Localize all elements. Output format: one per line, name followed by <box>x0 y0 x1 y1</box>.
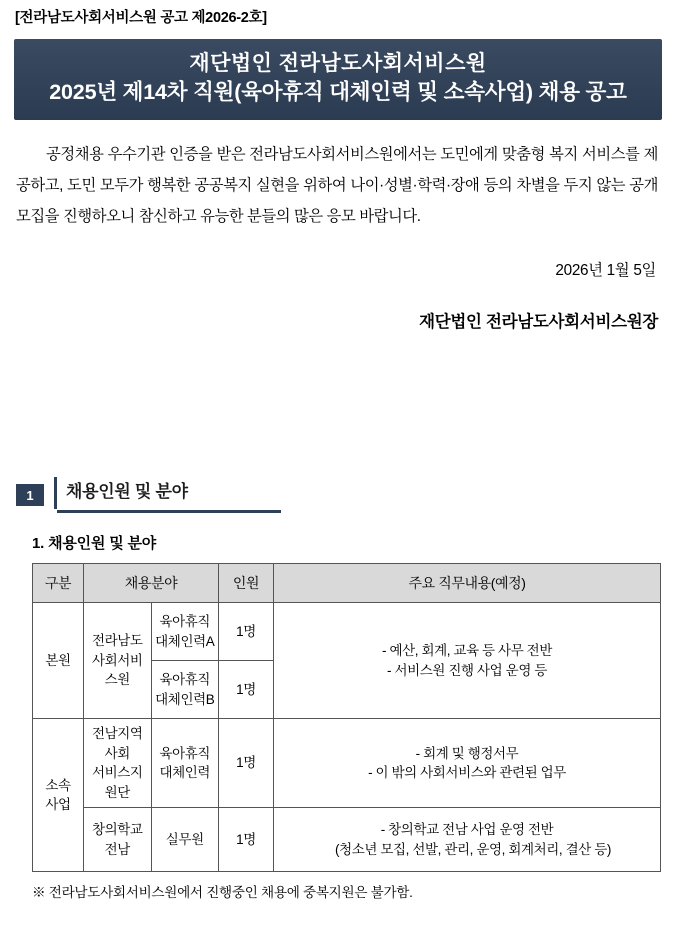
table-header-row <box>33 564 661 603</box>
section-header <box>14 477 662 509</box>
cell-gubun-headquarters: 본원 <box>33 603 84 719</box>
cell-subfield-support-line1: 육아휴직 <box>159 745 211 761</box>
intro-paragraph: 공정채용 우수기관 인증을 받은 전라남도사회서비스원에서는 도민에게 맞춤형 복지 서비스를 제공하고, 도민 모두가 행복한 공공복지 실현을 위하여 나이·성별·학력·장애 등의 차별을 두지 않는 공개모집을 진행하오니 참신하고 유능한 분들의 많은 응모 바랍니다. <box>16 146 658 225</box>
sub-heading: 1. 채용인원 및 분야 <box>32 535 157 553</box>
title-banner <box>14 39 662 120</box>
cell-field-main-line1: 전라남도 <box>91 633 143 649</box>
header-field: 채용분야 <box>84 564 219 603</box>
cell-field-support <box>84 719 152 808</box>
cell-duty-main <box>274 603 661 719</box>
table-note: ※ 전라남도사회서비스원에서 진행중인 채용에 중복지원은 불가함. <box>32 885 413 901</box>
cell-count-a: 1명 <box>219 603 274 661</box>
recruit-table <box>32 563 661 872</box>
cell-duty-school <box>274 808 661 872</box>
cell-subfield-a <box>151 603 219 661</box>
cell-field-main <box>84 603 152 719</box>
cell-duty-support-line1: - 회계 및 행정서무 <box>415 745 519 761</box>
section-number: 1 <box>16 484 44 506</box>
cell-subfield-b-line2: 대체인력B <box>155 691 215 707</box>
section-title-wrap <box>54 477 188 509</box>
cell-field-support-line2: 서비스지원단 <box>91 765 143 800</box>
cell-subfield-a-line1: 육아휴직 <box>159 614 211 630</box>
table-row <box>33 808 661 872</box>
cell-duty-support <box>274 719 661 808</box>
cell-duty-support-line2: - 이 밖의 사회서비스와 관련된 업무 <box>368 765 566 781</box>
cell-count-school: 1명 <box>219 808 274 872</box>
cell-gubun-affiliated-line2: 사업 <box>45 797 71 813</box>
signature: 재단법인 전라남도사회서비스원장 <box>419 313 658 332</box>
cell-duty-main-line2: - 서비스원 진행 사업 운영 등 <box>387 662 547 678</box>
cell-field-support-line1: 전남지역사회 <box>91 726 143 761</box>
cell-count-b: 1명 <box>219 661 274 719</box>
cell-subfield-b <box>151 661 219 719</box>
section-title: 채용인원 및 분야 <box>66 482 188 502</box>
table-row <box>33 719 661 808</box>
cell-duty-school-line1: - 창의학교 전남 사업 운영 전반 <box>380 822 554 838</box>
cell-duty-main-line1: - 예산, 회계, 교육 등 사무 전반 <box>382 643 552 659</box>
cell-subfield-b-line1: 육아휴직 <box>159 672 211 688</box>
section-underline <box>57 510 281 513</box>
cell-duty-school-line2: (청소년 모집, 선발, 관리, 운영, 회계처리, 결산 등) <box>335 841 611 857</box>
cell-subfield-a-line2: 대체인력A <box>155 633 215 649</box>
cell-gubun-affiliated <box>33 719 84 872</box>
title-line-2: 2025년 제14차 직원(육아휴직 대체인력 및 소속사업) 채용 공고 <box>49 80 627 105</box>
header-count: 인원 <box>219 564 274 603</box>
header-gubun: 구분 <box>33 564 84 603</box>
cell-field-school: 창의학교 전남 <box>84 808 152 872</box>
title-line-1: 재단법인 전라남도사회서비스원 <box>189 52 487 75</box>
cell-subfield-school: 실무원 <box>151 808 219 872</box>
cell-gubun-affiliated-line1: 소속 <box>45 777 71 793</box>
header-duty: 주요 직무내용(예정) <box>274 564 661 603</box>
cell-field-main-line2: 사회서비스원 <box>91 652 143 688</box>
cell-subfield-support <box>151 719 219 808</box>
table-row <box>33 603 661 661</box>
issue-date: 2026년 1월 5일 <box>555 262 656 280</box>
cell-count-support: 1명 <box>219 719 274 808</box>
cell-subfield-support-line2: 대체인력 <box>159 765 211 781</box>
document-code: [전라남도사회서비스원 공고 제2026-2호] <box>15 10 267 26</box>
